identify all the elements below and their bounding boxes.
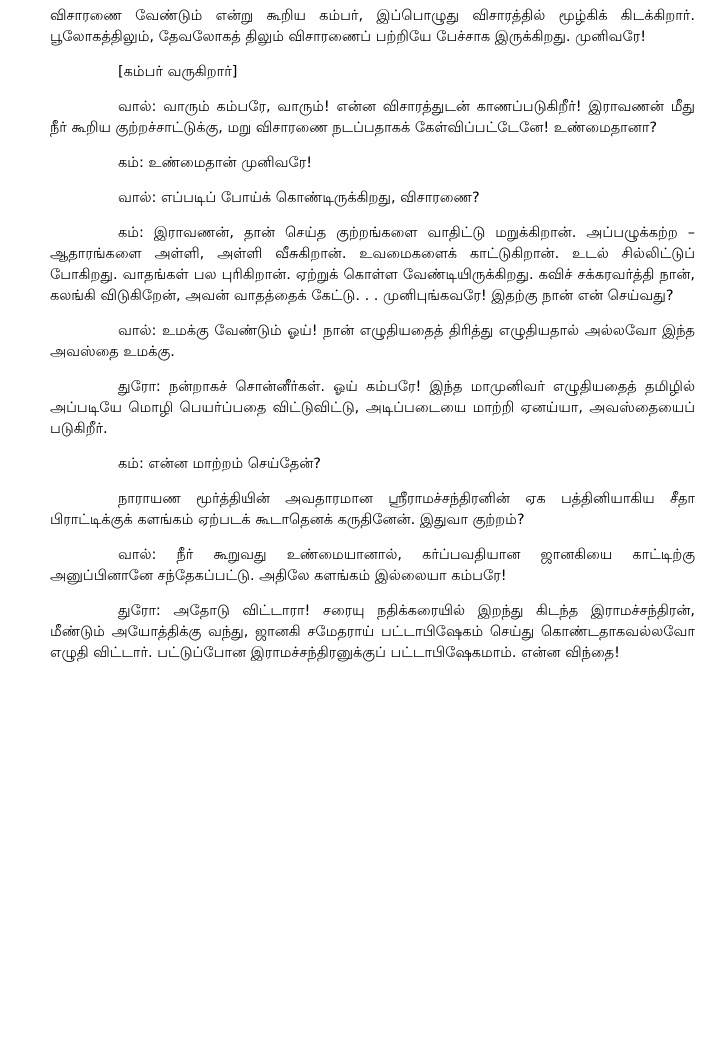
dialogue-paragraph: கம்: இராவணன், தான் செய்த குற்றங்களை வாதிட்டு மறுக்கிறான். அப்பழுக்கற்ற – ஆதாரங்களை அள்ளி, அள்ளி வீசுகிறான். உவமைகளைக் காட்டுகிறான். உடல் சில்லிட்டுப் போகிறது. வாதங்கள் பல புரிகிறான். ஏற்றுக் கொள்ள வேண்டியிருக்கிறது. கவிச் சக்கரவர்த்தி நான், கலங்கி விடுகிறேன், அவன் வாதத்தைக் கேட்டு. . . முனிபுங்கவரே! இதற்கு நான் என் செய்வது? — [50, 225, 700, 304]
dialogue-paragraph: நாராயண மூர்த்தியின் அவதாரமான ஸ்ரீராமச்சந்திரனின் ஏக பத்தினியாகிய சீதா பிராட்டிக்குக் களங்கம் ஏற்படக் கூடாதெனக் கருதினேன். இதுவா குற்றம்? — [50, 491, 700, 528]
stage-direction: [கம்பர் வருகிறார்] — [118, 64, 238, 80]
dialogue-paragraph: வால்: வாரும் கம்பரே, வாரும்! என்ன விசாரத்துடன் காணப்படுகிறீர்! இராவணன் மீது நீர் கூறிய குற்றச்சாட்டுக்கு, மறு விசாரணை நடப்பதாகக் கேள்விப்பட்டேனே! உண்மைதானா? — [50, 99, 700, 136]
dialogue-paragraph: வால்: எப்படிப் போய்க் கொண்டிருக்கிறது, விசாரணை? — [118, 190, 480, 206]
dialogue-paragraph: விசாரணை வேண்டும் என்று கூறிய கம்பர், இப்பொழுது விசாரத்தில் மூழ்கிக் கிடக்கிறார். பூலோகத்திலும், தேவலோகத் திலும் விசாரணைப் பற்றியே பேச்சாக இருக்கிறது. முனிவரே! — [50, 8, 700, 45]
dialogue-paragraph: துரோ: நன்றாகச் சொன்னீர்கள். ஓய் கம்பரே! இந்த மாமுனிவர் எழுதியதைத் தமிழில் அப்படியே மொழி பெயர்ப்பதை விட்டுவிட்டு, அடிப்படையை மாற்றி ஏனய்யா, அவஸ்தையைப் படுகிறீர். — [50, 379, 700, 437]
dialogue-paragraph: கம்: உண்மைதான் முனிவரே! — [118, 155, 313, 171]
dialogue-paragraph: கம்: என்ன மாற்றம் செய்தேன்? — [118, 456, 321, 472]
dialogue-paragraph: வால்: உமக்கு வேண்டும் ஓய்! நான் எழுதியதைத் திரித்து எழுதியதால் அல்லவோ இந்த அவஸ்தை உமக்கு. — [50, 323, 700, 360]
dialogue-paragraph: துரோ: அதோடு விட்டாரா! சரையு நதிக்கரையில் இறந்து கிடந்த இராமச்சந்திரன், மீண்டும் அயோத்திக்கு வந்து, ஜானகி சமேதராய் பட்டாபிஷேகம் செய்து கொண்டதாகவல்லவோ எழுதி விட்டார். பட்டுப்போன இராமச்சந்திரனுக்குப் பட்டாபிஷேகமாம். என்ன விந்தை! — [50, 603, 700, 661]
dialogue-paragraph: வால்: நீர் கூறுவது உண்மையானால், கர்ப்பவதியான ஜானகியை காட்டிற்கு அனுப்பினானே சந்தேகப்பட்டு. அதிலே களங்கம் இல்லையா கம்பரே! — [50, 547, 700, 584]
